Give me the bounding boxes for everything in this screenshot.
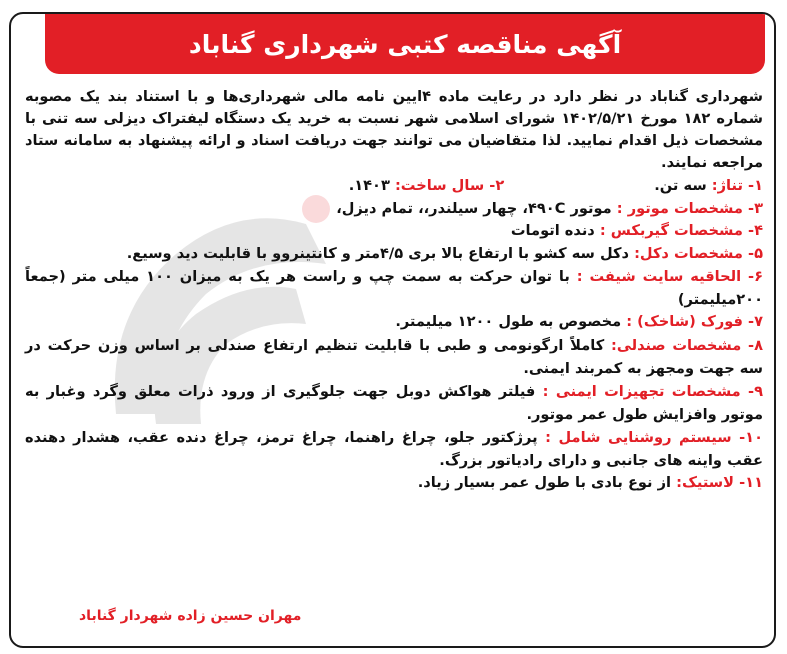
- item-key: ۱۰- سیستم روشنایی شامل :: [545, 428, 763, 446]
- item-value: پرژکتور جلو، چراغ راهنما، چراغ ترمز، چراغ دنده عقب، هشدار دهنده عقب واینه های جانبی و دارای رادیاتور بزرگ.: [25, 428, 763, 469]
- item-key: ۱۱- لاستیک:: [676, 473, 763, 491]
- list-item: [25, 426, 763, 472]
- item-value: کاملاً ارگونومی و طبی با قابلیت تنظیم ارتفاع صندلی بر اساس وزن حرکت در سه جهت ومجهز به کمربند ایمنی.: [25, 336, 763, 377]
- list-item: [654, 175, 763, 198]
- item-value: دکل سه کشو با ارتفاع بالا بری ۴/۵متر و کانتینروو با قابلیت دید وسیع.: [126, 244, 635, 262]
- notice-body: [25, 86, 763, 494]
- item-key: ۱- تناژ:: [711, 177, 763, 194]
- list-item: [349, 175, 505, 198]
- item-value: سه تن.: [654, 177, 712, 194]
- list-item: [25, 198, 763, 221]
- item-value: مخصوص به طول ۱۲۰۰ میلیمتر.: [395, 313, 627, 330]
- item-value: موتور ۴۹۰C، چهار سیلندر،، تمام دیزل،: [336, 199, 617, 217]
- item-value: دنده اتومات: [510, 222, 600, 239]
- item-value: ۱۴۰۳.: [348, 177, 395, 194]
- list-item: [25, 472, 763, 495]
- title-banner: [45, 14, 765, 74]
- item-key: ۶- الحاقیه سایت شیفت :: [576, 268, 764, 285]
- item-key: ۷- فورک (شاخک) :: [626, 313, 763, 330]
- item-value: از نوع بادی با طول عمر بسیار زیاد.: [417, 473, 677, 491]
- list-item: [25, 265, 763, 311]
- list-item: [25, 311, 763, 334]
- item-key: ۸- مشخصات صندلی:: [611, 336, 763, 354]
- item-value: با توان حرکت به سمت چپ و راست هر یک به میزان ۱۰۰ میلی متر (جمعاً ۲۰۰میلیمتر): [25, 268, 763, 308]
- intro-paragraph: شهرداری گناباد در نظر دارد در رعایت ماده ۴ایین نامه مالی شهرداری‌ها و با استناد بند یک مصوبه شماره ۱۸۲ مورخ ۱۴۰۲/۵/۲۱ شورای اسلامی شهر نسبت به خرید یک دستگاه لیفتراک دیزلی سه تنی با مشخصات ذیل اقدام نمایید. لذا متقاضیان می توانند جهت دریافت اسناد و ارائه پیشنهاد به سامانه ستاد مراجعه نمایند.: [25, 88, 764, 171]
- item-key: ۴- مشخصات گیربکس :: [599, 222, 763, 239]
- item-value: فیلتر هواکش دوبل جهت جلوگیری از ورود ذرات معلق وگرد وغبار به موتور وافزایش طول عمر موتور.: [25, 382, 763, 423]
- list-item: [25, 220, 763, 243]
- signature: مهران حسین زاده شهردار گناباد: [79, 608, 302, 624]
- notice-title: آگهی مناقصه کتبی شهرداری گناباد: [188, 29, 622, 59]
- item-key: ۹- مشخصات تجهیزات ایمنی :: [542, 382, 764, 400]
- item-key: ۵- مشخصات دکل:: [634, 244, 763, 262]
- item-key: ۲- سال ساخت:: [394, 177, 505, 194]
- item-key: ۳- مشخصات موتور :: [616, 199, 763, 217]
- notice-frame: [9, 12, 776, 648]
- list-item: [25, 334, 763, 380]
- list-item: [25, 380, 763, 426]
- items-row-1-2: [25, 175, 763, 198]
- list-item: [25, 243, 763, 266]
